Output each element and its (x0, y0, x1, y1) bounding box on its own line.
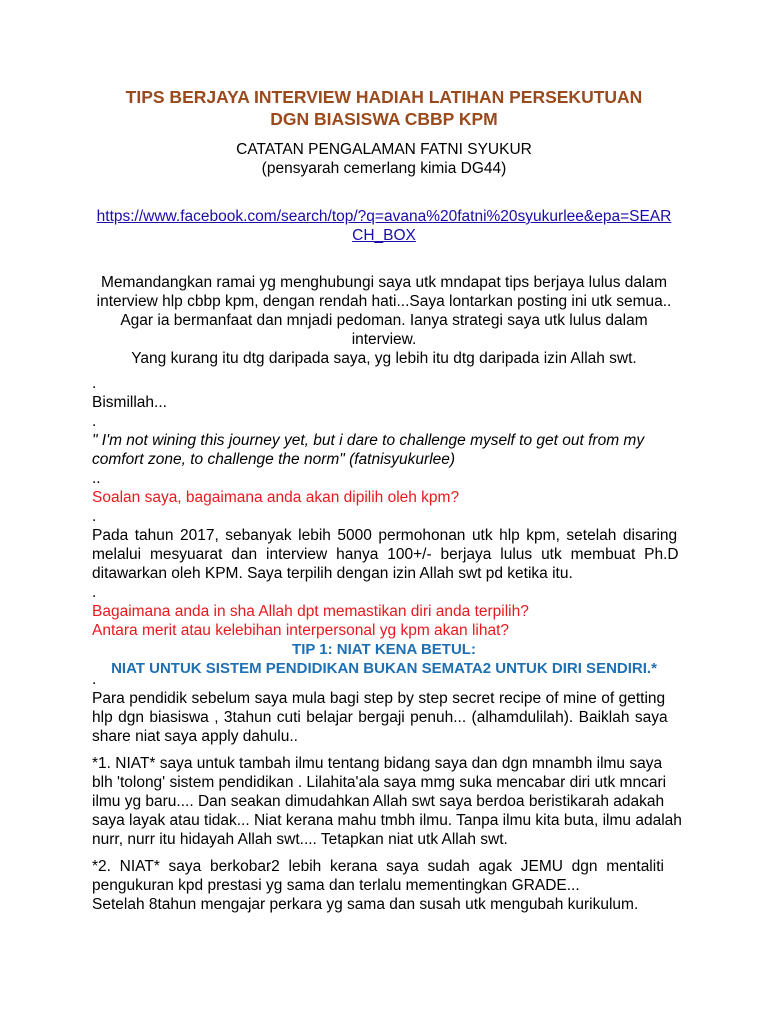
para-line: ditawarkan oleh KPM. Saya terpilih dengan izin Allah swt pd ketika itu. (92, 565, 573, 582)
para-line: melalui mesyuarat dan interview hanya 100+/- berjaya lulus utk membuat Ph.D (92, 546, 679, 563)
quote-line-1: " I'm not wining this journey yet, but i dare to challenge myself to get out from my (92, 432, 645, 449)
para-line: share niat saya apply dahulu.. (92, 728, 298, 745)
separator-dot: . (92, 671, 97, 688)
separator-dot: .. (92, 470, 101, 487)
intro-line: interview. (351, 331, 417, 348)
link-line-1[interactable]: https://www.facebook.com/search/top/?q=avana%20fatni%20syukurlee&epa=SEAR (96, 208, 672, 225)
quote-line-2: comfort zone, to challenge the norm" (fatnisyukurlee) (92, 451, 456, 468)
subtitle-line-2: (pensyarah cemerlang kimia DG44) (261, 160, 507, 177)
niat-line: saya layak atau tidak... Niat kerana mahu tmbh ilmu. Tanpa ilmu kita buta, ilmu adalah (92, 812, 682, 829)
intro-line: Agar ia bermanfaat dan mnjadi pedoman. Ianya strategi saya utk lulus dalam (120, 312, 648, 329)
niat-line: blh 'tolong' sistem pendidikan . Lilahita'ala saya mmg suka mencabar diri utk mncari (92, 774, 667, 791)
facebook-link[interactable] (0, 207, 768, 245)
link-line-2[interactable]: CH_BOX (352, 227, 416, 244)
subtitle (0, 140, 768, 178)
subtitle-line-1: CATATAN PENGALAMAN FATNI SYUKUR (236, 141, 532, 158)
niat-line: nurr, nurr itu hidayah Allah swt.... Tetapkan niat utk Allah swt. (92, 831, 508, 848)
intro-paragraph (0, 273, 768, 368)
niat-line: pengukuran kpd prestasi yg sama dan terlalu mementingkan GRADE... (92, 877, 580, 894)
question-2-line-1: Bagaimana anda in sha Allah dpt memastikan diri anda terpilih? (92, 603, 529, 620)
document-title (0, 86, 768, 130)
niat-2 (92, 857, 676, 914)
separator-dot: . (92, 375, 97, 392)
niat-line: *2. NIAT* saya berkobar2 lebih kerana saya sudah agak JEMU dgn mentaliti (92, 858, 664, 875)
intro-line: Yang kurang itu dtg daripada saya, yg lebih itu dtg daripada izin Allah swt. (131, 350, 637, 367)
separator-dot: . (92, 508, 97, 525)
para-line: Para pendidik sebelum saya mula bagi step by step secret recipe of mine of getting (92, 690, 666, 707)
para-line: Pada tahun 2017, sebanyak lebih 5000 permohonan utk hlp kpm, setelah disaring (92, 527, 678, 544)
tip1-body (92, 670, 676, 746)
niat-line: Setelah 8tahun mengajar perkara yg sama dan susah utk mengubah kurikulum. (92, 896, 639, 913)
intro-line: Memandangkan ramai yg menghubungi saya utk mndapat tips berjaya lulus dalam (100, 274, 668, 291)
separator-dot: . (92, 413, 97, 430)
title-line-2: DGN BIASISWA CBBP KPM (270, 109, 498, 129)
question-2-line-2: Antara merit atau kelebihan interpersonal yg kpm akan lihat? (92, 622, 510, 639)
niat-1 (92, 754, 682, 849)
bismillah-text: Bismillah... (92, 394, 167, 411)
niat-line: ilmu yg baru.... Dan seakan dimudahkan Allah swt saya berdoa beristikarah adakah (92, 793, 665, 810)
title-line-1: TIPS BERJAYA INTERVIEW HADIAH LATIHAN PERSEKUTUAN (125, 87, 643, 107)
tip1-heading-line-1: TIP 1: NIAT KENA BETUL: (292, 641, 476, 658)
intro-line: interview hlp cbbp kpm, dengan rendah hati...Saya lontarkan posting ini utk semua.. (96, 293, 672, 310)
body-section (92, 374, 679, 640)
niat-line: *1. NIAT* saya untuk tambah ilmu tentang bidang saya dan dgn mnambh ilmu saya (92, 755, 663, 772)
para-line: hlp dgn biasiswa , 3tahun cuti belajar bergaji penuh... (alhamdulilah). Baiklah saya (92, 709, 668, 726)
question-1: Soalan saya, bagaimana anda akan dipilih oleh kpm? (92, 489, 460, 506)
tip1-heading-line-2: NIAT UNTUK SISTEM PENDIDIKAN BUKAN SEMATA2 UNTUK DIRI SENDIRI.* (111, 660, 657, 677)
separator-dot: . (92, 584, 97, 601)
